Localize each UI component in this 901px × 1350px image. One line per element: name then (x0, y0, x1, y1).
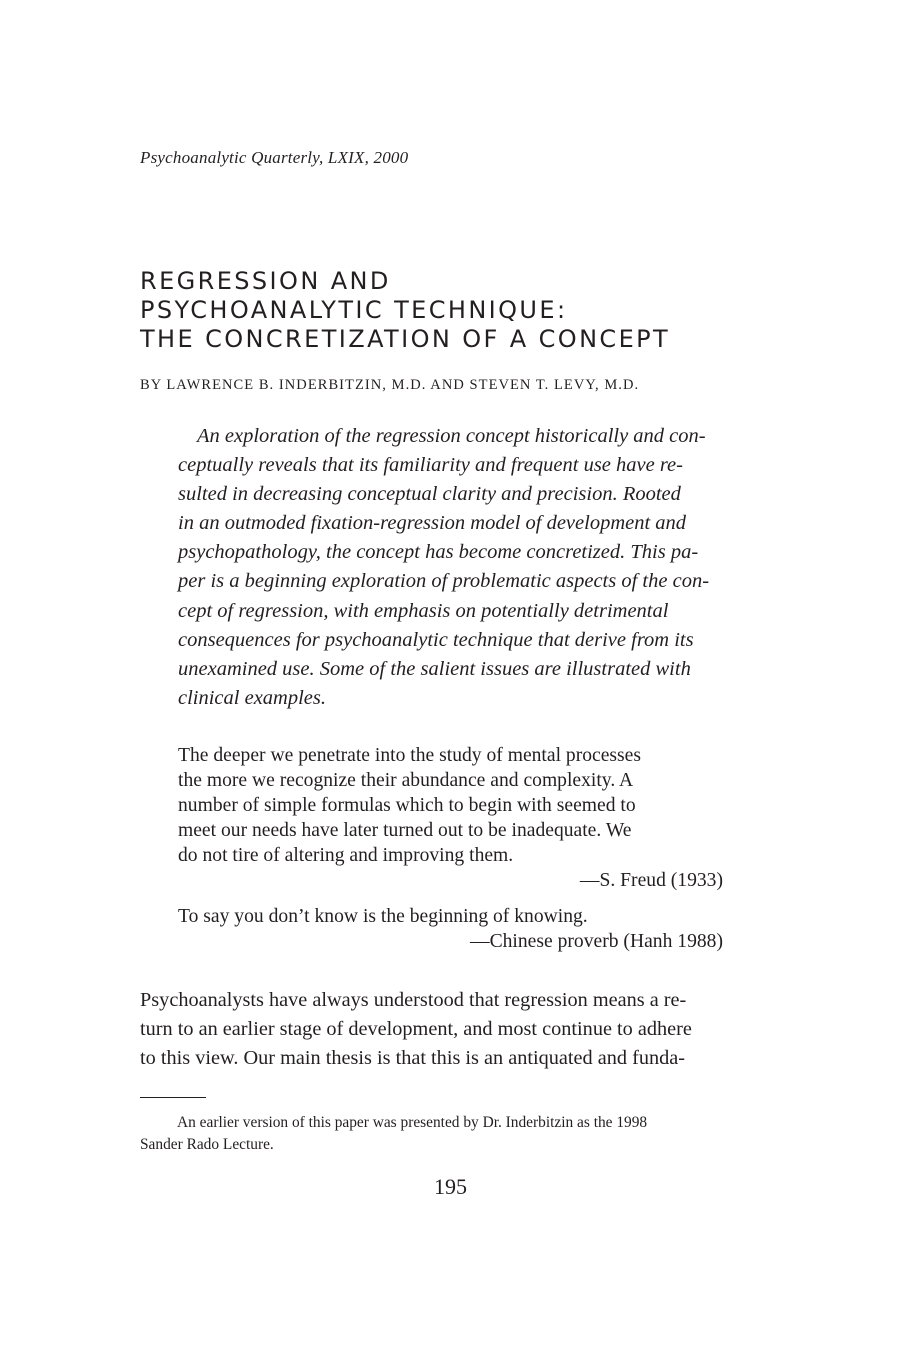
title-line: REGRESSION AND (140, 267, 391, 295)
abstract-line: ceptually reveals that its familiarity and frequent use have re- (178, 454, 683, 477)
abstract-line: clinical examples. (178, 686, 327, 709)
journal-citation: Psychoanalytic Quarterly, LXIX, 2000 (140, 148, 409, 167)
footnote (140, 1112, 762, 1155)
footnote-line: An earlier version of this paper was presented by Dr. Inderbitzin as the 1998 (177, 1114, 648, 1131)
body-line: Psychoanalysts have always understood that regression means a re- (140, 989, 687, 1011)
epigraph-line: The deeper we penetrate into the study of mental processes (178, 745, 641, 766)
abstract-line: per is a beginning exploration of problematic aspects of the con- (178, 570, 710, 593)
abstract-line: psychopathology, the concept has become concretized. This pa- (178, 541, 699, 564)
epigraph-freud (178, 743, 723, 893)
body-line: turn to an earlier stage of development, and most continue to adhere (140, 1018, 692, 1041)
epigraph-line: To say you don’t know is the beginning of knowing. (178, 906, 588, 927)
abstract-line: unexamined use. Some of the salient issues are illustrated with (178, 657, 691, 680)
page-number: 195 (434, 1174, 467, 1199)
epigraph-attribution: —Chinese proverb (Hanh 1988) (469, 931, 723, 952)
epigraph-line: meet our needs have later turned out to be inadequate. We (178, 820, 632, 841)
title-line: PSYCHOANALYTIC TECHNIQUE: (140, 296, 568, 324)
epigraph-line: number of simple formulas which to begin with seemed to (178, 795, 636, 816)
title-line: THE CONCRETIZATION OF A CONCEPT (140, 325, 671, 353)
epigraph-attribution: —S. Freud (1933) (579, 870, 723, 891)
body-paragraph (140, 986, 762, 1073)
epigraph-proverb (178, 904, 723, 954)
article-title (140, 267, 670, 354)
epigraph-line: the more we recognize their abundance and complexity. A (178, 770, 634, 791)
abstract-line: sulted in decreasing conceptual clarity and precision. Rooted (178, 483, 681, 506)
abstract-line: cept of regression, with emphasis on potentially detrimental (178, 599, 669, 622)
body-line: to this view. Our main thesis is that this is an antiquated and funda- (140, 1047, 686, 1070)
footnote-line: Sander Rado Lecture. (140, 1135, 274, 1153)
abstract-line: An exploration of the regression concept historically and con- (197, 425, 706, 447)
epigraph-line: do not tire of altering and improving them. (178, 845, 514, 866)
abstract-line: consequences for psychoanalytic technique that derive from its (178, 628, 694, 651)
abstract (178, 422, 726, 713)
abstract-line: in an outmoded fixation-regression model of development and (178, 512, 687, 535)
footnote-divider (140, 1097, 206, 1098)
author-byline: BY LAWRENCE B. INDERBITZIN, M.D. AND STEVEN T. LEVY, M.D. (140, 377, 640, 393)
